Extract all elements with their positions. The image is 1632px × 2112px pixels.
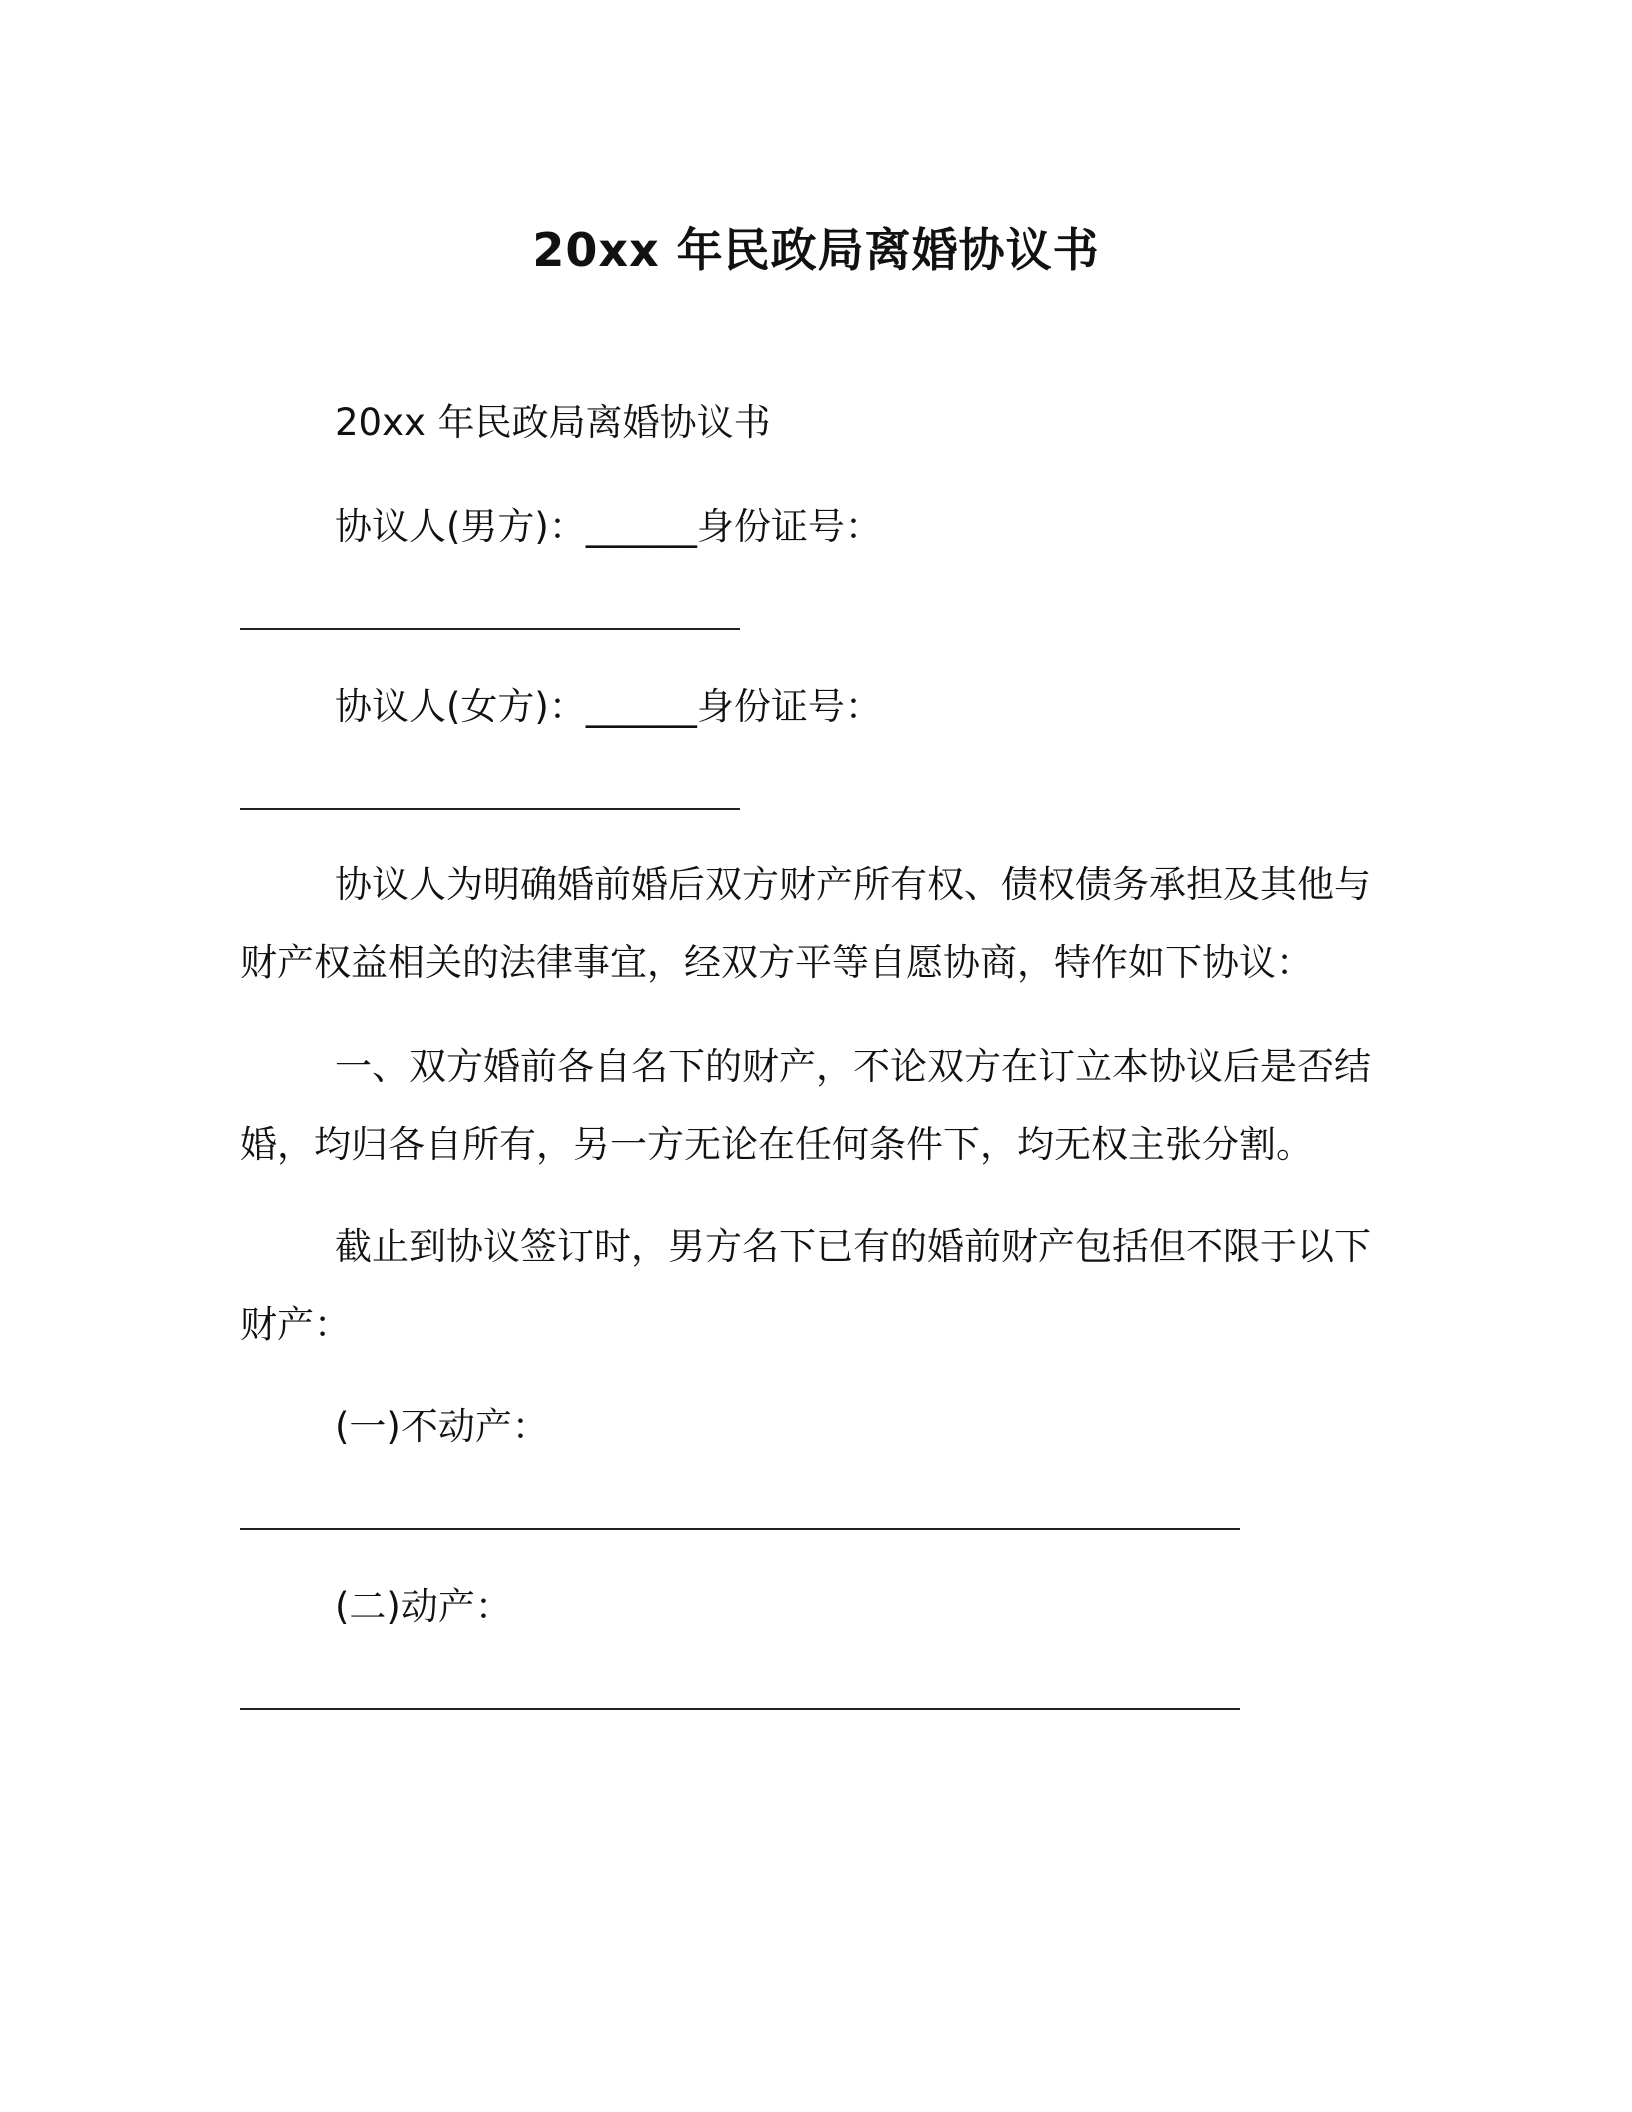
preamble-line-1: 协议人为明确婚前婚后双方财产所有权、债权债务承担及其他与 xyxy=(335,863,1371,906)
clause-1-line-1: 一、双方婚前各自名下的财产，不论双方在订立本协议后是否结 xyxy=(335,1045,1371,1088)
male-id-blank xyxy=(240,628,740,630)
real-estate-blank xyxy=(240,1528,1240,1530)
male-party-line: 协议人(男方)：______身份证号： xyxy=(335,505,882,548)
female-party-line: 协议人(女方)：______身份证号： xyxy=(335,685,882,728)
movable-property-blank xyxy=(240,1708,1240,1710)
preamble-line-2: 财产权益相关的法律事宜，经双方平等自愿协商，特作如下协议： xyxy=(240,941,1313,984)
document-title: 20xx 年民政局离婚协议书 xyxy=(532,223,1100,277)
cutoff-line-1: 截止到协议签订时，男方名下已有的婚前财产包括但不限于以下 xyxy=(335,1225,1371,1268)
clause-1-line-2: 婚，均归各自所有，另一方无论在任何条件下，均无权主张分割。 xyxy=(240,1123,1313,1166)
document-subtitle: 20xx 年民政局离婚协议书 xyxy=(335,401,771,444)
real-estate-heading: (一)不动产： xyxy=(335,1405,549,1448)
female-id-blank xyxy=(240,808,740,810)
cutoff-line-2: 财产： xyxy=(240,1303,351,1346)
movable-property-heading: (二)动产： xyxy=(335,1585,512,1628)
